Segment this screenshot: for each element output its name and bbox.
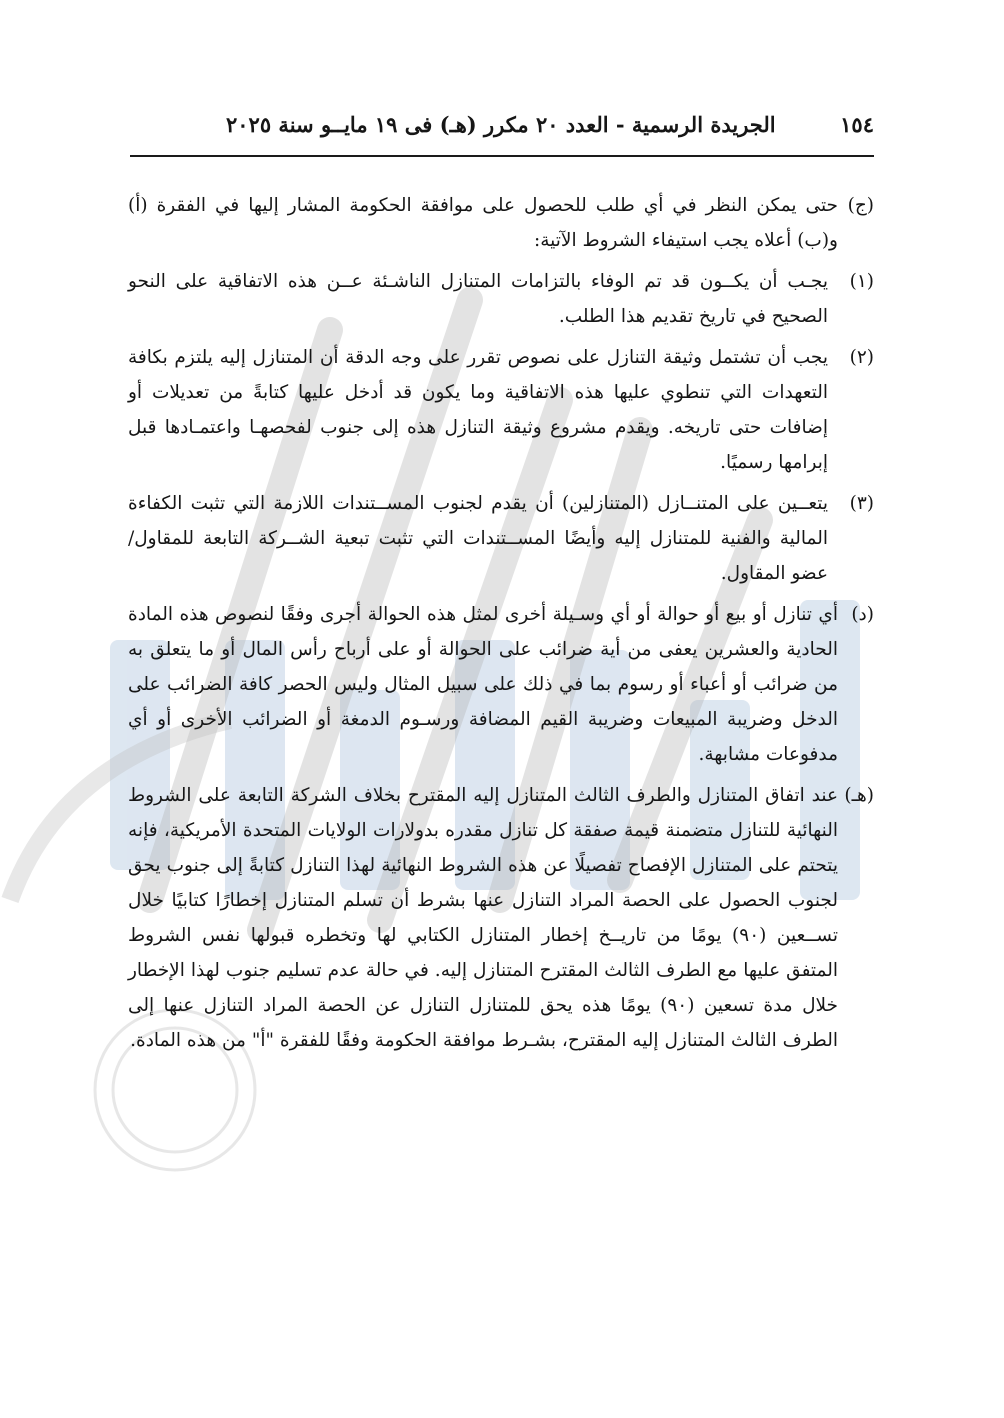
page-number: ١٥٤ (840, 112, 874, 137)
paragraph-marker: (هـ) (844, 785, 874, 806)
paragraph-text: يجـب أن يكــون قد تم الوفاء بالتزامات المتنازل الناشـئة عــن هذه الاتفاقية على النحو الصحيح في تاريخ تقديم هذا الطلب. (128, 271, 828, 327)
paragraph-c-2 (128, 340, 874, 480)
paragraph-marker: (د) (851, 604, 874, 625)
paragraph-marker: (ج) (847, 195, 874, 216)
paragraph-c-3 (128, 486, 874, 591)
paragraph-text: حتى يمكن النظر في أي طلب للحصول على موافقة الحكومة المشار إليها في الفقرة (أ) و(ب) أعلاه يجب استيفاء الشروط الآتية: (128, 195, 838, 251)
paragraph-text: يتعــين على المتنــازل (المتنازلين) أن يقدم لجنوب المســتندات اللازمة التي تثبت الكفاءة المالية والفنية للمتنازل إليه وأيضًا المســتندات التي تثبت تبعية الشــركة التابعة للمقاول/عضو المقاول. (128, 493, 828, 584)
page-header (130, 112, 874, 152)
paragraph-marker: (١) (849, 271, 874, 292)
paragraph-text: يجب أن تشتمل وثيقة التنازل على نصوص تقرر على وجه الدقة أن المتنازل إليه يلتزم بكافة التعهدات التي تنطوي عليها هذه الاتفاقية وما يكون قد أدخل عليها كتابةً من تعديلات أو إضافات حتى تاريخه. ويقدم مشروع وثيقة التنازل هذه إلى جنوب لفحصهـا واعتمـادها قبل إبرامها رسميًا. (128, 347, 828, 473)
gazette-title: الجريدة الرسمية - العدد ٢٠ مكرر (هـ) فى ١٩ مايــو سنة ٢٠٢٥ (226, 112, 776, 137)
article-body (128, 188, 874, 1064)
paragraph-text: أي تنازل أو بيع أو حوالة أو أي وسـيلة أخرى لمثل هذه الحوالة أجرى وفقًا لنصوص هذه المادة الحادية والعشرين يعفى من أية ضرائب على الحوالة أو على أرباح رأس المال أو ما يتعلق به من ضرائب أو أعباء أو رسوم بما في ذلك على سبيل المثال وليس الحصر كافة الضرائب على الدخل وضريبة المبيعات وضريبة القيم المضافة ورسـوم الدمغة أو الضرائب الأخرى أو أي مدفوعات مشابهة. (128, 604, 838, 765)
paragraph-marker: (٣) (849, 493, 874, 514)
paragraph-text: عند اتفاق المتنازل والطرف الثالث المتنازل إليه المقترح بخلاف الشركة التابعة على الشروط النهائية للتنازل متضمنة قيمة صفقة كل تنازل مقدره بدولارات الولايات المتحدة الأمريكية، فإنه يتحتم على المتنازل الإفصاح تفصيلًا عن هذه الشروط النهائية لهذا التنازل كتابةً إلى جنوب يحق لجنوب الحصول على الحصة المراد التنازل عنها بشرط أن تسلم المتنازل إخطارًا كتابيًا خلال تســعين (٩٠) يومًا من تاريــخ إخطار المتنازل الكتابي لها وتخطره قبولها نفس الشروط المتفق عليها مع الطرف الثالث المقترح المتنازل إليه. في حالة عدم تسليم جنوب لهذا الإخطار خلال مدة تسعين (٩٠) يومًا هذه يحق للمتنازل التنازل عن الحصة المراد التنازل عنها إلى الطرف الثالث المتنازل إليه المقترح، بشـرط موافقة الحكومة وفقًا للفقرة "أ" من هذه المادة. (128, 785, 838, 1051)
paragraph-c-1 (128, 264, 874, 334)
paragraph-c (128, 188, 874, 258)
paragraph-d (128, 597, 874, 772)
header-rule (130, 155, 874, 157)
paragraph-marker: (٢) (849, 347, 874, 368)
paragraph-e (128, 778, 874, 1058)
